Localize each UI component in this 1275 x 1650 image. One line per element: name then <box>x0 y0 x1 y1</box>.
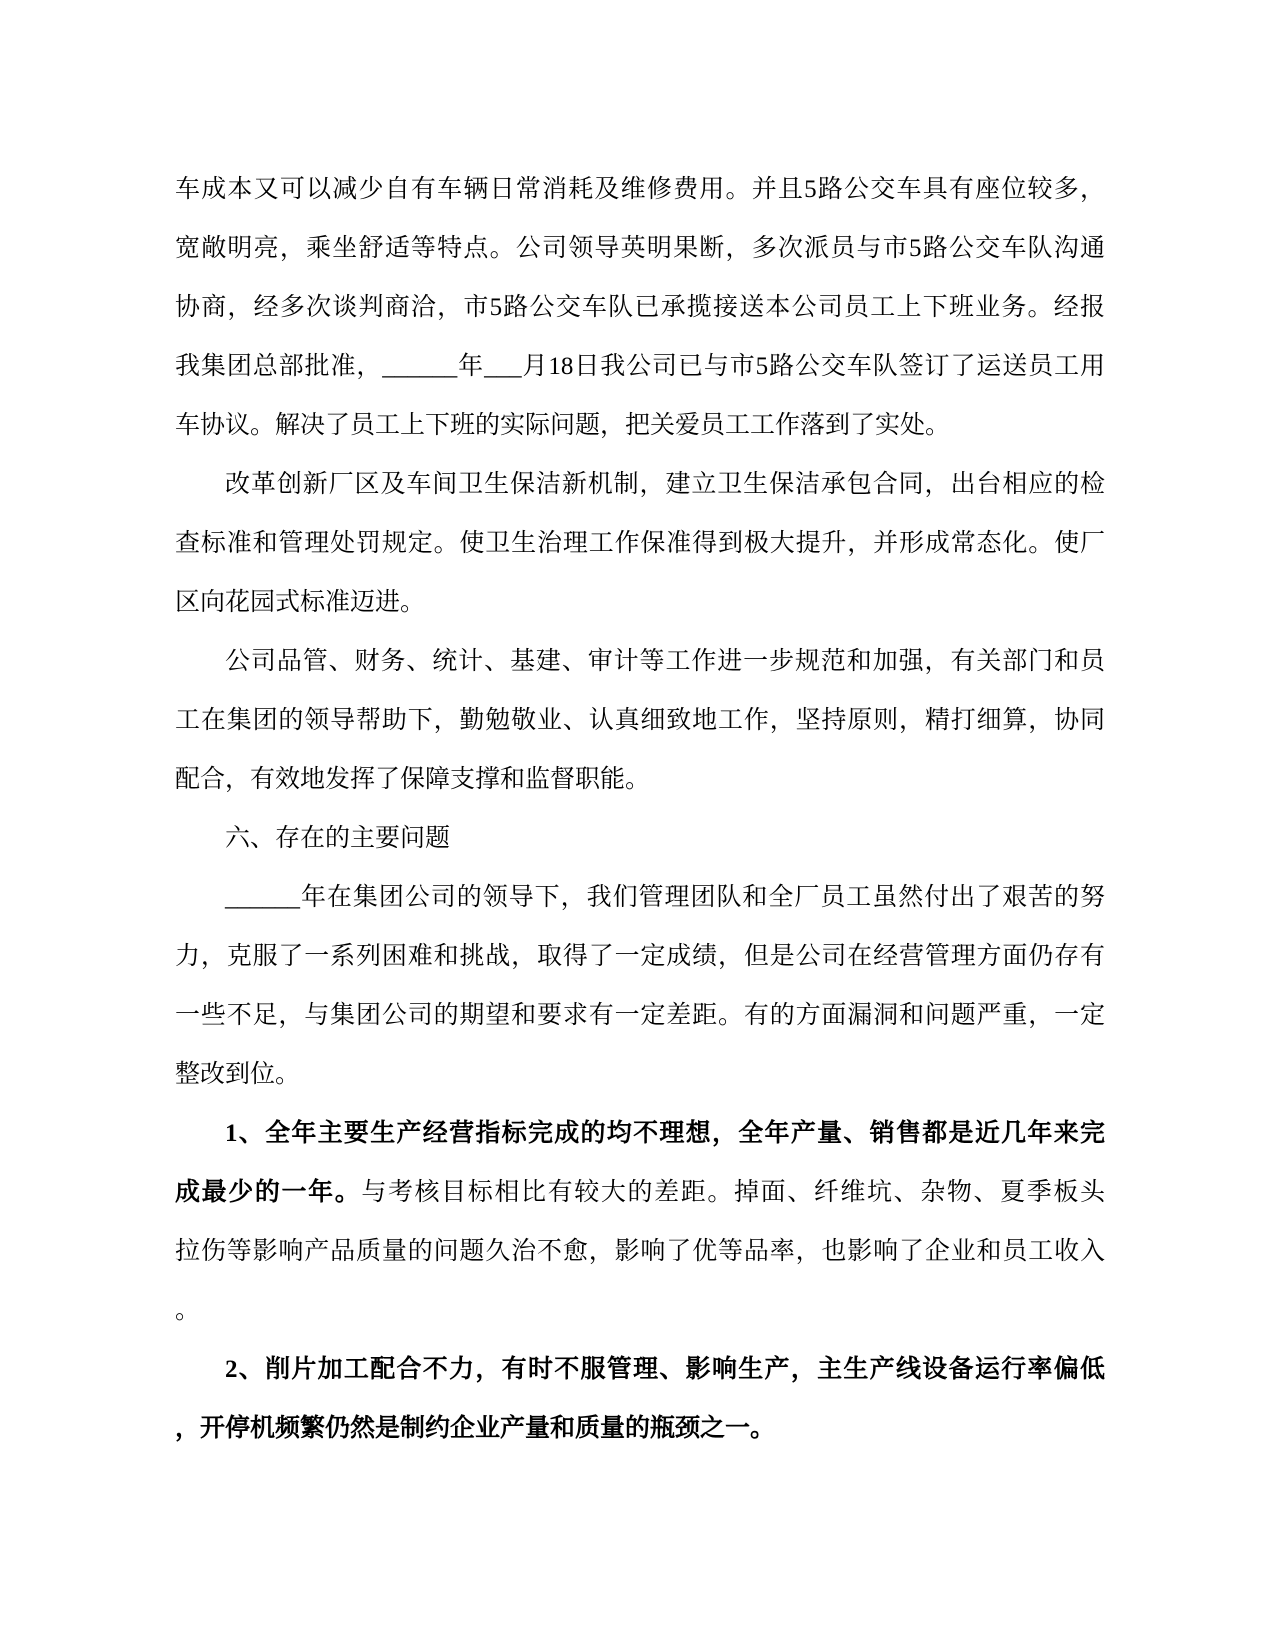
text-run: 查标准和管理处罚规定。使卫生治理工作保准得到极大提升，并形成常态化。使厂 <box>175 530 1105 557</box>
text-run: 拉伤等影响产品质量的问题久治不愈，影响了优等品率，也影响了企业和员工收入 <box>175 1238 1105 1265</box>
text-run: 车协议。解决了员工上下班的实际问题，把关爱员工工作落到了实处。 <box>175 412 951 439</box>
text-run: 六、存在的主要问题 <box>225 825 451 852</box>
text-run: 协商，经多次谈判商洽，市5路公交车队已承揽接送本公司员工上下班业务。经报 <box>175 294 1105 321</box>
text-line <box>175 632 1105 691</box>
text-line <box>175 691 1105 750</box>
text-run: 我集团总部批准，______年___月18日我公司已与市5路公交车队签订了运送员工用 <box>175 353 1105 380</box>
text-line <box>175 1399 1105 1458</box>
text-line <box>175 1045 1105 1104</box>
text-run: 工在集团的领导帮助下，勤勉敬业、认真细致地工作，坚持原则，精打细算，协同 <box>175 707 1105 734</box>
document-content <box>175 160 1105 1458</box>
text-run: 公司品管、财务、统计、基建、审计等工作进一步规范和加强，有关部门和员 <box>225 648 1105 675</box>
text-line <box>175 1281 1105 1340</box>
text-line <box>175 986 1105 1045</box>
text-line <box>175 750 1105 809</box>
text-line <box>175 396 1105 455</box>
text-run: 改革创新厂区及车间卫生保洁新机制，建立卫生保洁承包合同，出台相应的检 <box>225 471 1105 498</box>
text-line <box>175 809 1105 868</box>
text-line <box>175 1222 1105 1281</box>
bold-text-run: 成最少的一年。 <box>175 1179 362 1206</box>
text-line <box>175 160 1105 219</box>
text-line <box>175 219 1105 278</box>
text-line <box>175 1104 1105 1163</box>
text-run: 整改到位。 <box>175 1061 301 1088</box>
bold-text-run: ，开停机频繁仍然是制约企业产量和质量的瓶颈之一。 <box>175 1415 776 1442</box>
text-line <box>175 927 1105 986</box>
text-line <box>175 1340 1105 1399</box>
bold-text-run: 2、削片加工配合不力，有时不服管理、影响生产，主生产线设备运行率偏低 <box>225 1356 1105 1383</box>
bold-text-run: 1、全年主要生产经营指标完成的均不理想，全年产量、销售都是近几年来完 <box>225 1120 1105 1147</box>
text-run: 与考核目标相比有较大的差距。掉面、纤维坑、杂物、夏季板头 <box>361 1179 1105 1206</box>
text-line <box>175 868 1105 927</box>
text-run: 一些不足，与集团公司的期望和要求有一定差距。有的方面漏洞和问题严重，一定 <box>175 1002 1105 1029</box>
text-run: 配合，有效地发挥了保障支撑和监督职能。 <box>175 766 651 793</box>
text-line <box>175 455 1105 514</box>
text-run: 宽敞明亮，乘坐舒适等特点。公司领导英明果断，多次派员与市5路公交车队沟通 <box>175 235 1105 262</box>
text-run: 区向花园式标准迈进。 <box>175 589 426 616</box>
text-line <box>175 337 1105 396</box>
text-line <box>175 514 1105 573</box>
text-line <box>175 278 1105 337</box>
text-run: 力，克服了一系列困难和挑战，取得了一定成绩，但是公司在经营管理方面仍存有 <box>175 943 1105 970</box>
text-line <box>175 1163 1105 1222</box>
text-line <box>175 573 1105 632</box>
text-run: 。 <box>175 1297 201 1324</box>
text-run: ______年在集团公司的领导下，我们管理团队和全厂员工虽然付出了艰苦的努 <box>225 884 1105 911</box>
text-run: 车成本又可以减少自有车辆日常消耗及维修费用。并且5路公交车具有座位较多， <box>175 176 1105 203</box>
